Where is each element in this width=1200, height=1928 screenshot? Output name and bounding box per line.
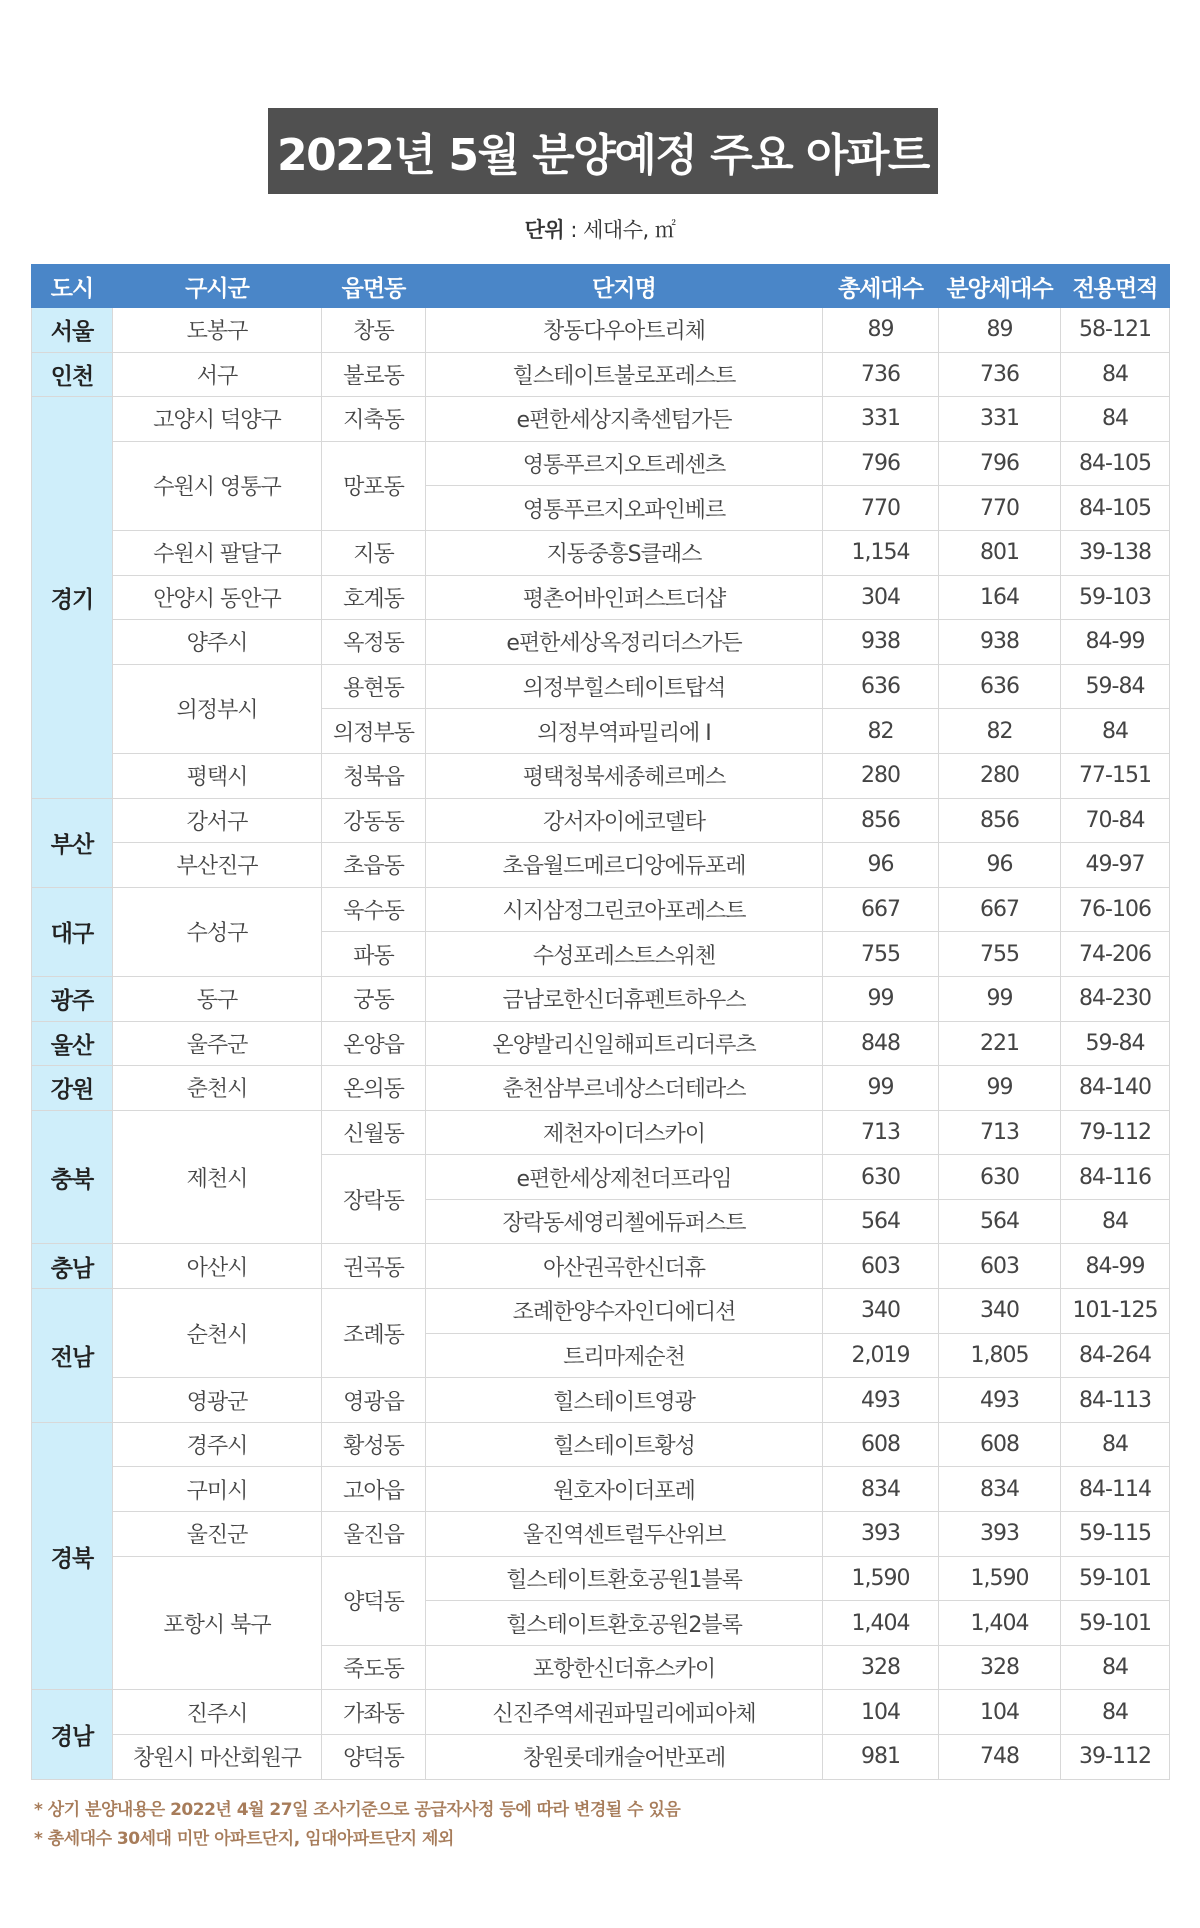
footnote: * 상기 분양내용은 2022년 4월 27일 조사기준으로 공급자사정 등에 따라 변경될 수 있음 xyxy=(34,1800,681,1820)
unit-value: : 세대수, ㎡ xyxy=(570,218,676,242)
total-units-cell: 856 xyxy=(823,798,939,843)
town-cell: 양덕동 xyxy=(322,1735,426,1780)
district-cell: 춘천시 xyxy=(113,1066,322,1111)
footnotes xyxy=(34,1796,680,1854)
complex-cell: 영통푸르지오파인베르 xyxy=(426,486,823,531)
area-cell: 101-125 xyxy=(1061,1289,1170,1334)
city-cell: 경기 xyxy=(32,397,113,798)
area-cell: 39-112 xyxy=(1061,1735,1170,1780)
total-units-cell: 1,404 xyxy=(823,1601,939,1646)
area-cell: 84 xyxy=(1061,1422,1170,1467)
town-cell: 울진읍 xyxy=(322,1512,426,1557)
total-units-cell: 89 xyxy=(823,308,939,353)
city-cell: 부산 xyxy=(32,798,113,887)
town-cell: 조례동 xyxy=(322,1289,426,1378)
table-row xyxy=(32,1690,1170,1735)
complex-cell: 힐스테이트환호공원1블록 xyxy=(426,1556,823,1601)
sale-units-cell: 608 xyxy=(939,1422,1061,1467)
complex-cell: 평촌어바인퍼스트더샵 xyxy=(426,575,823,620)
town-cell: 가좌동 xyxy=(322,1690,426,1735)
complex-cell: 강서자이에코델타 xyxy=(426,798,823,843)
area-cell: 84-140 xyxy=(1061,1066,1170,1111)
city-cell: 강원 xyxy=(32,1066,113,1111)
town-cell: 권곡동 xyxy=(322,1244,426,1289)
column-header-city: 도시 xyxy=(32,265,113,308)
sale-units-cell: 801 xyxy=(939,530,1061,575)
area-cell: 84 xyxy=(1061,352,1170,397)
area-cell: 59-115 xyxy=(1061,1512,1170,1557)
city-cell: 경북 xyxy=(32,1422,113,1690)
column-header-town: 읍면동 xyxy=(322,265,426,308)
sale-units-cell: 736 xyxy=(939,352,1061,397)
area-cell: 39-138 xyxy=(1061,530,1170,575)
sale-units-cell: 938 xyxy=(939,620,1061,665)
sale-units-cell: 755 xyxy=(939,932,1061,977)
town-cell: 지축동 xyxy=(322,397,426,442)
complex-cell: 창원롯데캐슬어반포레 xyxy=(426,1735,823,1780)
city-cell: 전남 xyxy=(32,1289,113,1423)
district-cell: 진주시 xyxy=(113,1690,322,1735)
total-units-cell: 104 xyxy=(823,1690,939,1735)
total-units-cell: 393 xyxy=(823,1512,939,1557)
sale-units-cell: 856 xyxy=(939,798,1061,843)
complex-cell: 평택청북세종헤르메스 xyxy=(426,753,823,798)
town-cell: 용현동 xyxy=(322,664,426,709)
complex-cell: 춘천삼부르네상스더테라스 xyxy=(426,1066,823,1111)
town-cell: 죽도동 xyxy=(322,1645,426,1690)
total-units-cell: 331 xyxy=(823,397,939,442)
total-units-cell: 796 xyxy=(823,441,939,486)
complex-cell: 제천자이더스카이 xyxy=(426,1110,823,1155)
sale-units-cell: 636 xyxy=(939,664,1061,709)
total-units-cell: 99 xyxy=(823,1066,939,1111)
city-cell: 인천 xyxy=(32,352,113,397)
town-cell: 온양읍 xyxy=(322,1021,426,1066)
district-cell: 영광군 xyxy=(113,1378,322,1423)
table-row xyxy=(32,753,1170,798)
sale-units-cell: 331 xyxy=(939,397,1061,442)
complex-cell: e편한세상제천더프라임 xyxy=(426,1155,823,1200)
complex-cell: 금남로한신더휴펜트하우스 xyxy=(426,976,823,1021)
footnote: * 총세대수 30세대 미만 아파트단지, 임대아파트단지 제외 xyxy=(34,1829,454,1849)
complex-cell: 수성포레스트스위첸 xyxy=(426,932,823,977)
town-cell: 청북읍 xyxy=(322,753,426,798)
apartment-table xyxy=(31,264,1170,1780)
total-units-cell: 99 xyxy=(823,976,939,1021)
table-row xyxy=(32,843,1170,888)
table-row xyxy=(32,1467,1170,1512)
table-row xyxy=(32,1556,1170,1601)
district-cell: 수원시 영통구 xyxy=(113,441,322,530)
city-cell: 울산 xyxy=(32,1021,113,1066)
area-cell: 49-97 xyxy=(1061,843,1170,888)
city-cell: 광주 xyxy=(32,976,113,1021)
complex-cell: 울진역센트럴두산위브 xyxy=(426,1512,823,1557)
total-units-cell: 564 xyxy=(823,1199,939,1244)
district-cell: 순천시 xyxy=(113,1289,322,1378)
town-cell: 창동 xyxy=(322,308,426,353)
sale-units-cell: 834 xyxy=(939,1467,1061,1512)
town-cell: 불로동 xyxy=(322,352,426,397)
area-cell: 59-101 xyxy=(1061,1556,1170,1601)
total-units-cell: 96 xyxy=(823,843,939,888)
total-units-cell: 1,154 xyxy=(823,530,939,575)
sale-units-cell: 667 xyxy=(939,887,1061,932)
complex-cell: 조례한양수자인디에디션 xyxy=(426,1289,823,1334)
complex-cell: e편한세상옥정리더스가든 xyxy=(426,620,823,665)
area-cell: 79-112 xyxy=(1061,1110,1170,1155)
area-cell: 59-84 xyxy=(1061,664,1170,709)
area-cell: 84-230 xyxy=(1061,976,1170,1021)
complex-cell: 힐스테이트영광 xyxy=(426,1378,823,1423)
total-units-cell: 938 xyxy=(823,620,939,665)
town-cell: 황성동 xyxy=(322,1422,426,1467)
town-cell: 옥정동 xyxy=(322,620,426,665)
area-cell: 59-103 xyxy=(1061,575,1170,620)
sale-units-cell: 770 xyxy=(939,486,1061,531)
total-units-cell: 2,019 xyxy=(823,1333,939,1378)
sale-units-cell: 328 xyxy=(939,1645,1061,1690)
sale-units-cell: 96 xyxy=(939,843,1061,888)
city-cell: 서울 xyxy=(32,308,113,353)
sale-units-cell: 630 xyxy=(939,1155,1061,1200)
sale-units-cell: 748 xyxy=(939,1735,1061,1780)
area-cell: 84-99 xyxy=(1061,1244,1170,1289)
complex-cell: 지동중흥S클래스 xyxy=(426,530,823,575)
total-units-cell: 770 xyxy=(823,486,939,531)
district-cell: 구미시 xyxy=(113,1467,322,1512)
town-cell: 초읍동 xyxy=(322,843,426,888)
city-cell: 경남 xyxy=(32,1690,113,1779)
table-row xyxy=(32,441,1170,486)
total-units-cell: 304 xyxy=(823,575,939,620)
sale-units-cell: 280 xyxy=(939,753,1061,798)
complex-cell: 온양발리신일해피트리더루츠 xyxy=(426,1021,823,1066)
complex-cell: 힐스테이트불로포레스트 xyxy=(426,352,823,397)
table-row xyxy=(32,1244,1170,1289)
column-header-area: 전용면적 xyxy=(1061,265,1170,308)
table-row xyxy=(32,976,1170,1021)
complex-cell: 시지삼정그린코아포레스트 xyxy=(426,887,823,932)
city-cell: 충북 xyxy=(32,1110,113,1244)
total-units-cell: 667 xyxy=(823,887,939,932)
town-cell: 강동동 xyxy=(322,798,426,843)
complex-cell: 영통푸르지오트레센츠 xyxy=(426,441,823,486)
complex-cell: 트리마제순천 xyxy=(426,1333,823,1378)
district-cell: 서구 xyxy=(113,352,322,397)
sale-units-cell: 221 xyxy=(939,1021,1061,1066)
total-units-cell: 1,590 xyxy=(823,1556,939,1601)
area-cell: 59-101 xyxy=(1061,1601,1170,1646)
total-units-cell: 636 xyxy=(823,664,939,709)
area-cell: 84 xyxy=(1061,709,1170,754)
district-cell: 수원시 팔달구 xyxy=(113,530,322,575)
district-cell: 의정부시 xyxy=(113,664,322,753)
town-cell: 양덕동 xyxy=(322,1556,426,1645)
town-cell: 의정부동 xyxy=(322,709,426,754)
area-cell: 77-151 xyxy=(1061,753,1170,798)
sale-units-cell: 340 xyxy=(939,1289,1061,1334)
sale-units-cell: 99 xyxy=(939,976,1061,1021)
area-cell: 84-105 xyxy=(1061,441,1170,486)
town-cell: 영광읍 xyxy=(322,1378,426,1423)
area-cell: 84 xyxy=(1061,1690,1170,1735)
complex-cell: 신진주역세권파밀리에피아체 xyxy=(426,1690,823,1735)
total-units-cell: 328 xyxy=(823,1645,939,1690)
total-units-cell: 713 xyxy=(823,1110,939,1155)
sale-units-cell: 164 xyxy=(939,575,1061,620)
area-cell: 84 xyxy=(1061,397,1170,442)
total-units-cell: 82 xyxy=(823,709,939,754)
total-units-cell: 834 xyxy=(823,1467,939,1512)
total-units-cell: 848 xyxy=(823,1021,939,1066)
district-cell: 울주군 xyxy=(113,1021,322,1066)
sale-units-cell: 713 xyxy=(939,1110,1061,1155)
total-units-cell: 736 xyxy=(823,352,939,397)
total-units-cell: 603 xyxy=(823,1244,939,1289)
town-cell: 욱수동 xyxy=(322,887,426,932)
town-cell: 궁동 xyxy=(322,976,426,1021)
sale-units-cell: 82 xyxy=(939,709,1061,754)
complex-cell: 의정부힐스테이트탑석 xyxy=(426,664,823,709)
total-units-cell: 630 xyxy=(823,1155,939,1200)
area-cell: 84-113 xyxy=(1061,1378,1170,1423)
town-cell: 파동 xyxy=(322,932,426,977)
table-header-row xyxy=(32,265,1170,308)
area-cell: 84-116 xyxy=(1061,1155,1170,1200)
area-cell: 84-264 xyxy=(1061,1333,1170,1378)
complex-cell: 힐스테이트황성 xyxy=(426,1422,823,1467)
complex-cell: 장락동세영리첼에듀퍼스트 xyxy=(426,1199,823,1244)
table-row xyxy=(32,1110,1170,1155)
district-cell: 고양시 덕양구 xyxy=(113,397,322,442)
table-row xyxy=(32,530,1170,575)
area-cell: 84-114 xyxy=(1061,1467,1170,1512)
table-row xyxy=(32,798,1170,843)
area-cell: 84 xyxy=(1061,1199,1170,1244)
district-cell: 포항시 북구 xyxy=(113,1556,322,1690)
table-row xyxy=(32,1422,1170,1467)
area-cell: 74-206 xyxy=(1061,932,1170,977)
complex-cell: 원호자이더포레 xyxy=(426,1467,823,1512)
complex-cell: 아산권곡한신더휴 xyxy=(426,1244,823,1289)
district-cell: 평택시 xyxy=(113,753,322,798)
total-units-cell: 493 xyxy=(823,1378,939,1423)
area-cell: 76-106 xyxy=(1061,887,1170,932)
area-cell: 70-84 xyxy=(1061,798,1170,843)
sale-units-cell: 99 xyxy=(939,1066,1061,1111)
complex-cell: 힐스테이트환호공원2블록 xyxy=(426,1601,823,1646)
table-row xyxy=(32,1735,1170,1780)
total-units-cell: 340 xyxy=(823,1289,939,1334)
area-cell: 84-105 xyxy=(1061,486,1170,531)
sale-units-cell: 493 xyxy=(939,1378,1061,1423)
district-cell: 울진군 xyxy=(113,1512,322,1557)
sale-units-cell: 796 xyxy=(939,441,1061,486)
table-row xyxy=(32,308,1170,353)
town-cell: 고아읍 xyxy=(322,1467,426,1512)
area-cell: 84-99 xyxy=(1061,620,1170,665)
total-units-cell: 755 xyxy=(823,932,939,977)
city-cell: 대구 xyxy=(32,887,113,976)
column-header-total-units: 총세대수 xyxy=(823,265,939,308)
sale-units-cell: 89 xyxy=(939,308,1061,353)
district-cell: 제천시 xyxy=(113,1110,322,1244)
complex-cell: e편한세상지축센텀가든 xyxy=(426,397,823,442)
district-cell: 강서구 xyxy=(113,798,322,843)
district-cell: 양주시 xyxy=(113,620,322,665)
table-row xyxy=(32,1289,1170,1334)
district-cell: 동구 xyxy=(113,976,322,1021)
table-row xyxy=(32,620,1170,665)
complex-cell: 포항한신더휴스카이 xyxy=(426,1645,823,1690)
total-units-cell: 608 xyxy=(823,1422,939,1467)
complex-cell: 창동다우아트리체 xyxy=(426,308,823,353)
district-cell: 경주시 xyxy=(113,1422,322,1467)
table-row xyxy=(32,887,1170,932)
unit-label: 단위 xyxy=(524,218,565,242)
column-header-sale-units: 분양세대수 xyxy=(939,265,1061,308)
total-units-cell: 280 xyxy=(823,753,939,798)
district-cell: 도봉구 xyxy=(113,308,322,353)
district-cell: 수성구 xyxy=(113,887,322,976)
complex-cell: 의정부역파밀리에 I xyxy=(426,709,823,754)
sale-units-cell: 393 xyxy=(939,1512,1061,1557)
unit-caption xyxy=(0,214,1200,244)
district-cell: 안양시 동안구 xyxy=(113,575,322,620)
district-cell: 창원시 마산회원구 xyxy=(113,1735,322,1780)
table-row xyxy=(32,352,1170,397)
table-row xyxy=(32,664,1170,709)
sale-units-cell: 1,805 xyxy=(939,1333,1061,1378)
town-cell: 망포동 xyxy=(322,441,426,530)
city-cell: 충남 xyxy=(32,1244,113,1289)
table-body xyxy=(32,308,1170,1780)
table-row xyxy=(32,575,1170,620)
table-row xyxy=(32,1378,1170,1423)
page-title: 2022년 5월 분양예정 주요 아파트 xyxy=(268,108,938,194)
town-cell: 장락동 xyxy=(322,1155,426,1244)
column-header-district: 구시군 xyxy=(113,265,322,308)
complex-cell: 초읍월드메르디앙에듀포레 xyxy=(426,843,823,888)
district-cell: 아산시 xyxy=(113,1244,322,1289)
sale-units-cell: 564 xyxy=(939,1199,1061,1244)
town-cell: 신월동 xyxy=(322,1110,426,1155)
table-row xyxy=(32,1066,1170,1111)
area-cell: 59-84 xyxy=(1061,1021,1170,1066)
sale-units-cell: 603 xyxy=(939,1244,1061,1289)
sale-units-cell: 104 xyxy=(939,1690,1061,1735)
sale-units-cell: 1,590 xyxy=(939,1556,1061,1601)
table-row xyxy=(32,397,1170,442)
total-units-cell: 981 xyxy=(823,1735,939,1780)
town-cell: 지동 xyxy=(322,530,426,575)
column-header-complex: 단지명 xyxy=(426,265,823,308)
district-cell: 부산진구 xyxy=(113,843,322,888)
sale-units-cell: 1,404 xyxy=(939,1601,1061,1646)
town-cell: 온의동 xyxy=(322,1066,426,1111)
table-row xyxy=(32,1512,1170,1557)
town-cell: 호계동 xyxy=(322,575,426,620)
area-cell: 58-121 xyxy=(1061,308,1170,353)
area-cell: 84 xyxy=(1061,1645,1170,1690)
table-row xyxy=(32,1021,1170,1066)
